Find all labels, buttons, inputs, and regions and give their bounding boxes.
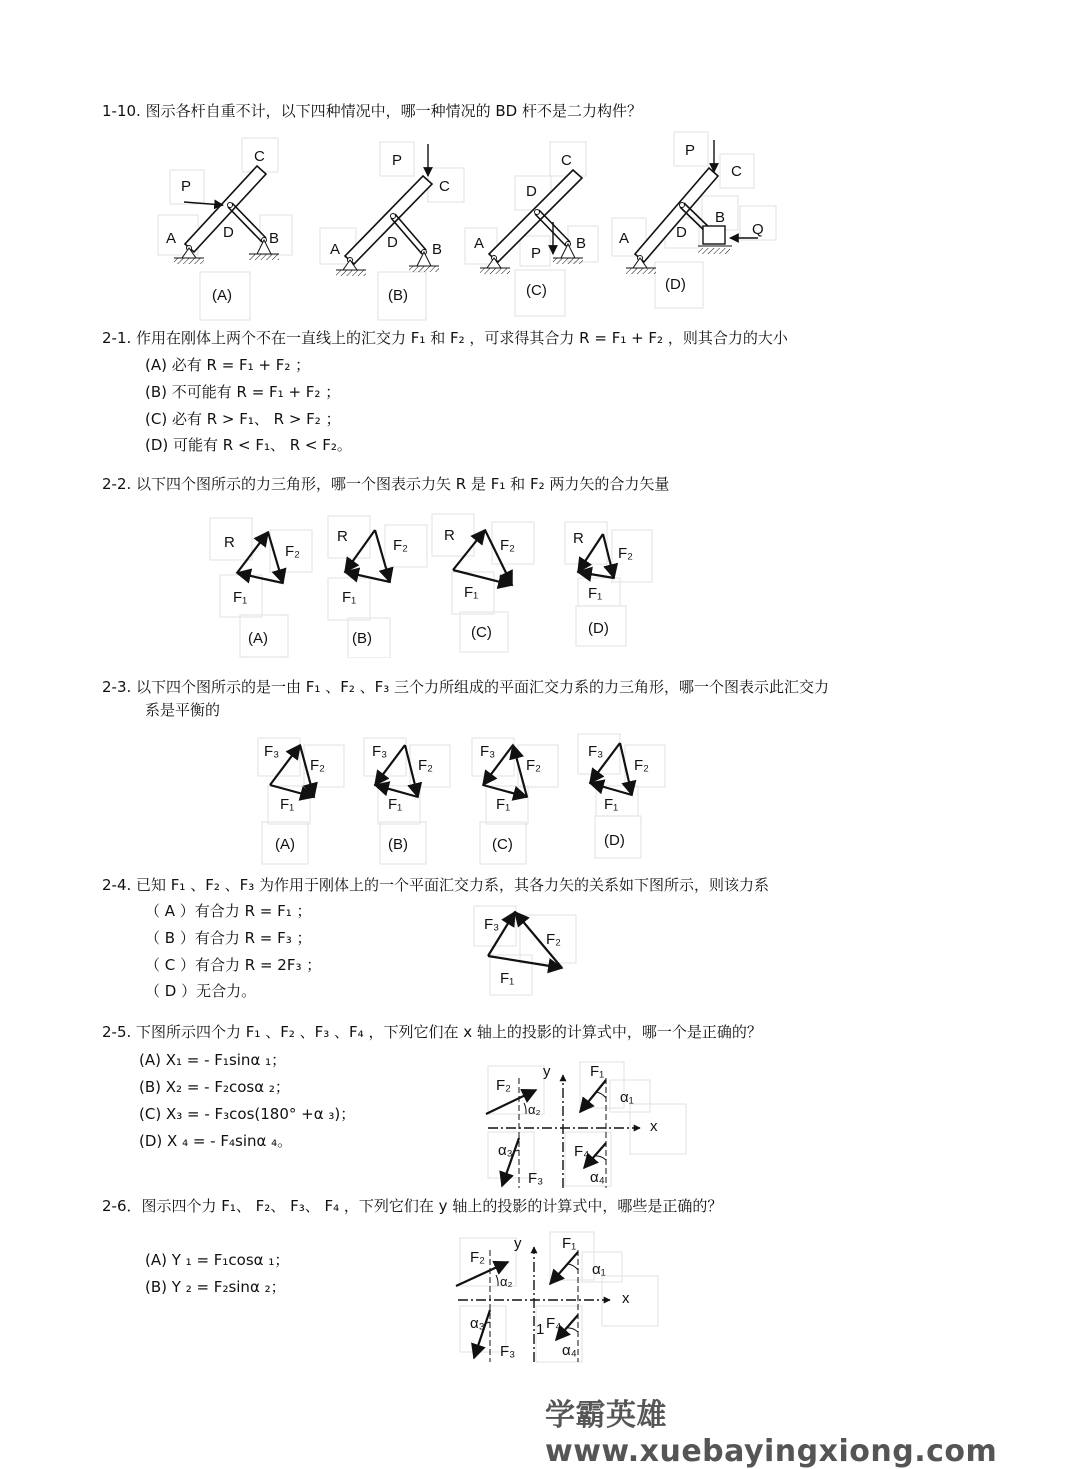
q2-5-option-b: (B) X₂ = - F₂cosα ₂； bbox=[139, 1078, 290, 1096]
q2-5-figure bbox=[480, 1055, 690, 1190]
q2-3-d-label-f1: F₁ bbox=[604, 796, 619, 813]
q2-2-fig-a bbox=[210, 518, 312, 657]
q1-10-fig-c bbox=[465, 142, 598, 316]
q1-10-c-label-b: B bbox=[576, 235, 587, 252]
q1-10-a-label-c: C bbox=[254, 148, 265, 165]
q2-6-stem: 2-6．图示四个力 F₁、 F₂、 F₃、 F₄ ，下列它们在 y 轴上的投影的计算式中，哪些是正确的？ bbox=[102, 1197, 723, 1215]
q2-1-stem: 2-1. 作用在刚体上两个不在一直线上的汇交力 F₁ 和 F₂ ，可求得其合力 R = F₁ + F₂ ，则其合力的大小 bbox=[102, 329, 788, 347]
q2-2-c-label-f1: F₁ bbox=[464, 584, 479, 601]
q1-10-figures bbox=[150, 128, 790, 323]
q2-6-label-y: y bbox=[514, 1235, 522, 1252]
q1-10-d-label-c: C bbox=[731, 163, 742, 180]
q2-6-label-a4: α₄ bbox=[562, 1342, 577, 1359]
q1-10-c-label-d: D bbox=[526, 183, 537, 200]
q2-6-label-x: x bbox=[622, 1290, 630, 1307]
q1-10-d-label-p: P bbox=[685, 142, 696, 159]
q2-6-option-b: (B) Y ₂ = F₂sinα ₂； bbox=[145, 1278, 286, 1296]
q2-6-label-a2: α₂ bbox=[500, 1274, 513, 1289]
q2-6-label-a3: α₃ bbox=[470, 1315, 485, 1332]
watermark: 学霸英雄 www.xuebayingxiong.com bbox=[545, 1398, 998, 1469]
q2-2-d-label-r: R bbox=[573, 530, 584, 547]
q2-6-figure bbox=[450, 1228, 660, 1368]
q2-6-label-f4: F₄ bbox=[546, 1315, 562, 1332]
q2-4-figure bbox=[470, 900, 585, 1000]
q2-4-option-c: （ C ）有合力 R = 2F₃ ； bbox=[145, 956, 322, 974]
q2-3-a-label-f1: F₁ bbox=[280, 796, 295, 813]
q1-10-d-label-d: D bbox=[676, 224, 687, 241]
q2-3-c-caption: (C) bbox=[492, 836, 513, 853]
q2-3-c-label-f3: F₃ bbox=[480, 743, 496, 760]
q2-2-b-caption: (B) bbox=[352, 630, 372, 647]
q2-2-stem: 2-2. 以下四个图所示的力三角形，哪一个图表示力矢 R 是 F₁ 和 F₂ 两力矢的合力矢量 bbox=[102, 475, 670, 493]
q2-3-fig-d bbox=[578, 734, 665, 858]
q2-5-label-a2: α₂ bbox=[528, 1102, 541, 1117]
q2-3-b-label-f3: F₃ bbox=[372, 743, 388, 760]
q2-1-option-d: (D) 可能有 R < F₁、 R < F₂。 bbox=[145, 436, 352, 454]
q2-5-label-y: y bbox=[543, 1063, 551, 1080]
q2-5-option-c: (C) X₃ = - F₃cos(180° +α ₃)； bbox=[139, 1105, 356, 1123]
q1-10-fig-a bbox=[158, 138, 292, 320]
q2-5-label-f2: F₂ bbox=[496, 1077, 511, 1094]
q2-3-d-caption: (D) bbox=[604, 832, 625, 849]
q2-3-fig-c bbox=[472, 738, 558, 864]
q2-5-option-d: (D) X ₄ = - F₄sinα ₄。 bbox=[139, 1132, 293, 1150]
q2-1-option-a: (A) 必有 R = F₁ + F₂ ； bbox=[145, 356, 311, 374]
q2-3-a-caption: (A) bbox=[275, 836, 295, 853]
q2-6-label-f1: F₁ bbox=[562, 1235, 577, 1252]
q2-4-option-b: （ B ）有合力 R = F₃ ； bbox=[145, 929, 312, 947]
q1-10-fig-d bbox=[612, 132, 776, 308]
q2-4-label-f2: F₂ bbox=[546, 931, 561, 948]
q2-3-b-label-f1: F₁ bbox=[388, 796, 403, 813]
q2-3-d-label-f3: F₃ bbox=[588, 743, 604, 760]
q1-10-b-label-d: D bbox=[387, 234, 398, 251]
q2-6-label-one: 1 bbox=[536, 1321, 545, 1338]
q2-5-label-a4: α₄ bbox=[590, 1169, 605, 1186]
q2-5-stem: 2-5. 下图所示四个力 F₁ 、F₂ 、F₃ 、F₄ ，下列它们在 x 轴上的投影的计算式中，哪一个是正确的？ bbox=[102, 1023, 762, 1041]
q1-10-a-label-b: B bbox=[269, 230, 280, 247]
q2-4-option-a: （ A ）有合力 R = F₁ ； bbox=[145, 902, 312, 920]
q2-3-stem-line2: 系是平衡的 bbox=[145, 701, 221, 719]
q2-5-label-f1: F₁ bbox=[590, 1063, 605, 1080]
q2-2-c-label-f2: F₂ bbox=[500, 537, 515, 554]
q2-3-b-label-f2: F₂ bbox=[418, 757, 433, 774]
q2-6-label-f2: F₂ bbox=[470, 1249, 485, 1266]
q1-10-b-label-c: C bbox=[439, 178, 450, 195]
q2-5-label-x: x bbox=[650, 1118, 658, 1135]
q2-2-d-label-f1: F₁ bbox=[588, 585, 603, 602]
q1-10-c-caption: (C) bbox=[526, 282, 547, 299]
q2-2-a-caption: (A) bbox=[248, 630, 268, 647]
q2-2-b-label-f2: F₂ bbox=[393, 537, 408, 554]
q2-3-a-label-f3: F₃ bbox=[264, 743, 280, 760]
q2-5-option-a: (A) X₁ = - F₁sinα ₁； bbox=[139, 1051, 287, 1069]
q2-2-fig-c bbox=[432, 514, 534, 652]
q2-2-figures bbox=[200, 508, 660, 658]
q2-2-fig-d bbox=[565, 522, 652, 646]
q1-10-a-caption: (A) bbox=[212, 287, 232, 304]
q2-3-c-label-f1: F₁ bbox=[496, 796, 511, 813]
q2-4-label-f1: F₁ bbox=[500, 970, 515, 987]
q1-10-a-label-a: A bbox=[166, 230, 177, 247]
q1-10-b-label-b: B bbox=[432, 241, 443, 258]
q2-3-fig-b bbox=[364, 738, 450, 864]
q2-4-label-f3: F₃ bbox=[484, 916, 500, 933]
q2-2-a-label-f2: F₂ bbox=[285, 543, 300, 560]
q2-5-label-a1: α₁ bbox=[620, 1089, 634, 1106]
q1-10-b-caption: (B) bbox=[388, 287, 408, 304]
q1-10-c-label-c: C bbox=[561, 152, 572, 169]
q2-4-option-d: （ D ）无合力。 bbox=[145, 982, 257, 1000]
q2-5-label-f4: F₄ bbox=[574, 1143, 590, 1160]
q1-10-fig-b bbox=[320, 142, 464, 320]
q1-10-c-label-a: A bbox=[474, 235, 485, 252]
q2-3-b-caption: (B) bbox=[388, 836, 408, 853]
q1-10-a-label-p: P bbox=[181, 178, 192, 195]
q1-10-b-label-a: A bbox=[330, 241, 341, 258]
q1-10-d-label-a: A bbox=[619, 230, 630, 247]
q2-5-label-a3: α₃ bbox=[498, 1142, 513, 1159]
q2-6-label-a1: α₁ bbox=[592, 1261, 606, 1278]
q2-2-a-label-r: R bbox=[224, 534, 235, 551]
q2-2-b-label-r: R bbox=[337, 528, 348, 545]
q2-6-label-f3: F₃ bbox=[500, 1343, 516, 1360]
q1-10-d-caption: (D) bbox=[665, 276, 686, 293]
q2-2-d-caption: (D) bbox=[588, 620, 609, 637]
q1-10-a-label-d: D bbox=[223, 224, 234, 241]
q2-3-a-label-f2: F₂ bbox=[310, 757, 325, 774]
q1-10-b-label-p: P bbox=[392, 152, 403, 169]
q2-2-a-label-f1: F₁ bbox=[233, 589, 248, 606]
q2-1-option-c: (C) 必有 R > F₁、 R > F₂ ； bbox=[145, 410, 341, 428]
q2-2-fig-b bbox=[328, 516, 427, 658]
q2-2-b-label-f1: F₁ bbox=[342, 589, 357, 606]
q2-3-fig-a bbox=[258, 738, 344, 864]
q2-6-option-a: (A) Y ₁ = F₁cosα ₁； bbox=[145, 1251, 290, 1269]
q1-10-d-label-b: B bbox=[715, 209, 726, 226]
q2-2-c-label-r: R bbox=[444, 527, 455, 544]
q1-10-c-label-p: P bbox=[531, 245, 542, 262]
q2-3-figures bbox=[250, 728, 670, 868]
q2-5-label-f3: F₃ bbox=[528, 1170, 544, 1187]
q2-2-c-caption: (C) bbox=[471, 624, 492, 641]
q2-1-option-b: (B) 不可能有 R = F₁ + F₂ ； bbox=[145, 383, 341, 401]
q2-2-d-label-f2: F₂ bbox=[618, 545, 633, 562]
q2-3-d-label-f2: F₂ bbox=[634, 757, 649, 774]
q2-3-c-label-f2: F₂ bbox=[526, 757, 541, 774]
q2-3-stem-line1: 2-3. 以下四个图所示的是一由 F₁ 、F₂ 、F₃ 三个力所组成的平面汇交力系的力三角形，哪一个图表示此汇交力 bbox=[102, 678, 830, 696]
q1-10-d-label-q: Q bbox=[752, 221, 764, 238]
q1-10-stem: 1-10. 图示各杆自重不计，以下四种情况中，哪一种情况的 BD 杆不是二力构件？ bbox=[102, 102, 642, 120]
q2-4-stem: 2-4. 已知 F₁ 、F₂ 、F₃ 为作用于刚体上的一个平面汇交力系，其各力矢的关系如下图所示，则该力系 bbox=[102, 876, 770, 894]
